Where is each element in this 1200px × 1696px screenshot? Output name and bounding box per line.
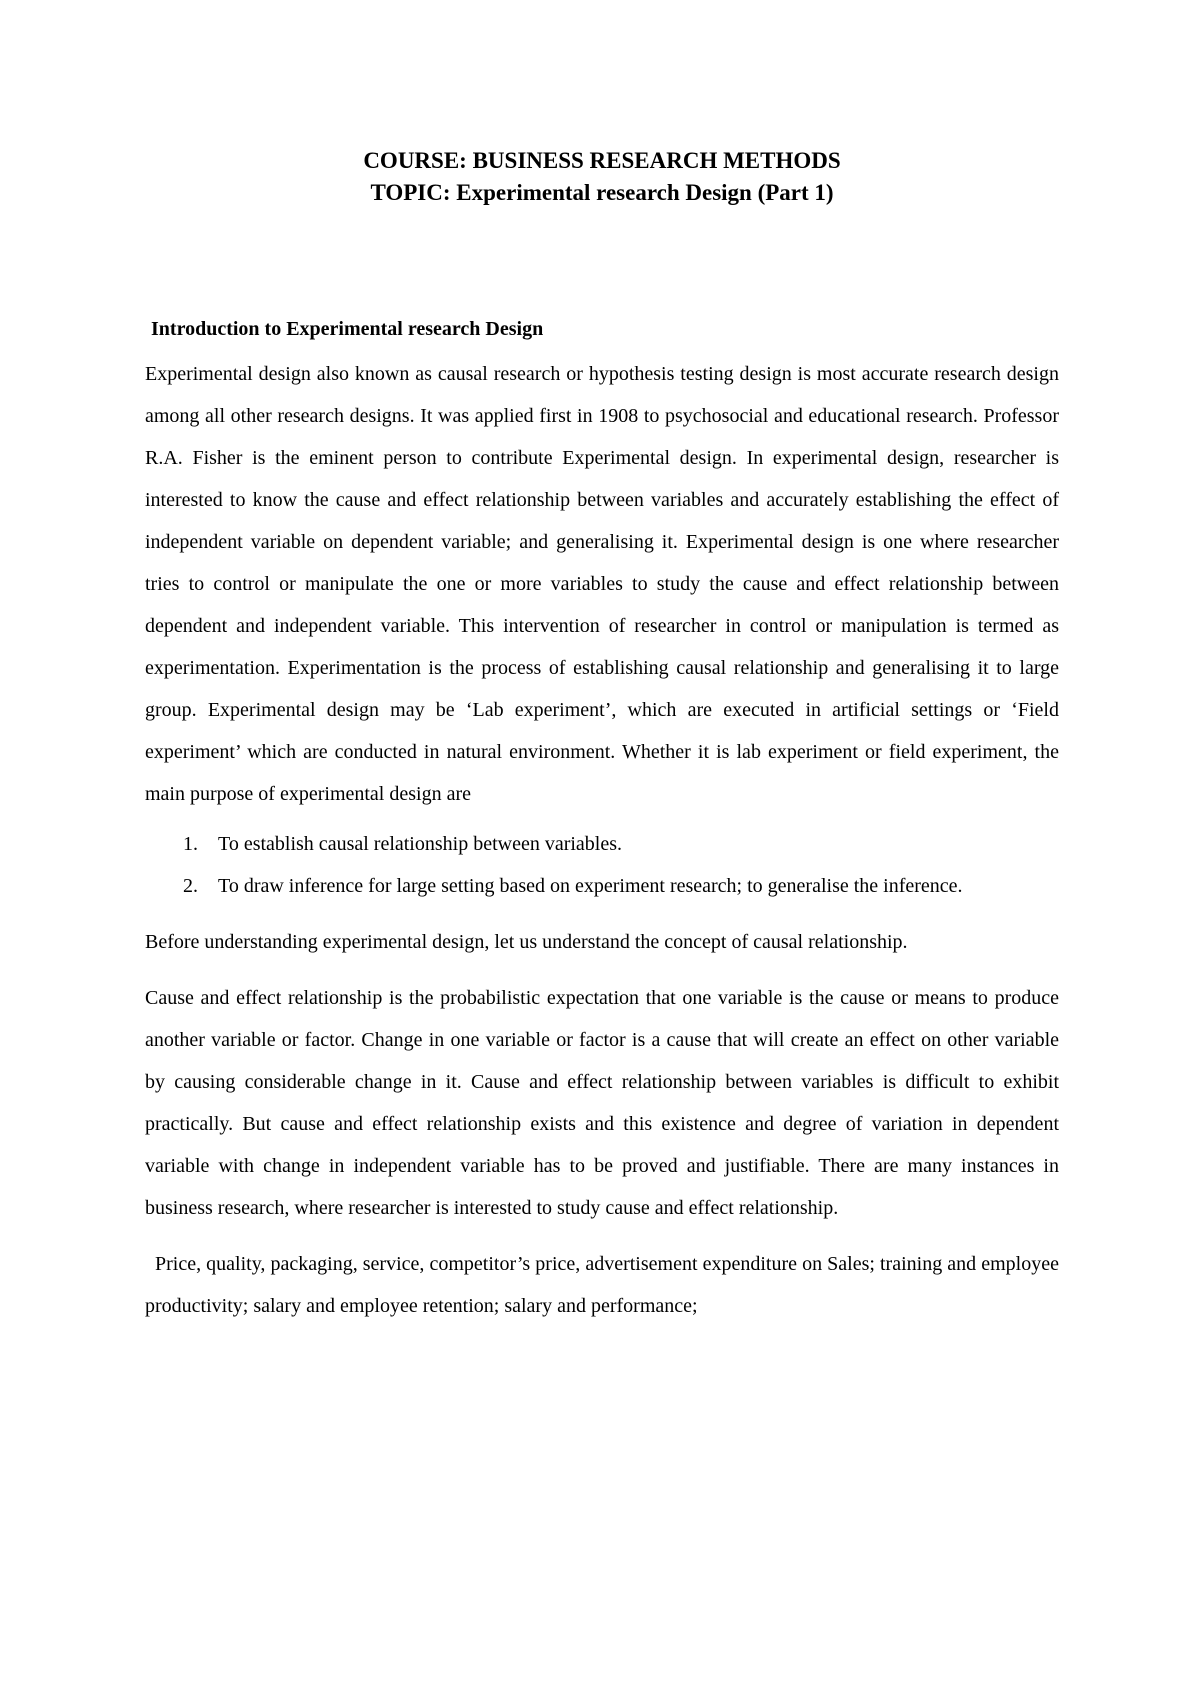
list-item-text: To establish causal relationship between variables. bbox=[218, 833, 623, 855]
course-title: COURSE: BUSINESS RESEARCH METHODS bbox=[363, 148, 841, 173]
section-heading-introduction: Introduction to Experimental research Design bbox=[151, 318, 544, 340]
list-item-number: 2. bbox=[183, 875, 198, 897]
purposes-list bbox=[145, 823, 1059, 907]
topic-title: TOPIC: Experimental research Design (Part 1) bbox=[370, 180, 834, 205]
before-understanding-paragraph: Before understanding experimental design, let us understand the concept of causal relationship. bbox=[145, 931, 908, 953]
examples-paragraph: Price, quality, packaging, service, competitor’s price, advertisement expenditure on Sales; training and employee productivity; salary and employee retention; salary and performance; bbox=[145, 1253, 1059, 1317]
list-item bbox=[145, 865, 1059, 907]
list-item bbox=[145, 823, 1059, 865]
list-item-number: 1. bbox=[183, 833, 198, 855]
page-content bbox=[145, 145, 1059, 1327]
cause-effect-paragraph: Cause and effect relationship is the probabilistic expectation that one variable is the cause or means to produce another variable or factor. Change in one variable or factor is a cause that will create an effect on other variable by causing considerable change in it. Cause and effect relationship between variables is difficult to exhibit practically. But cause and effect relationship exists and this existence and degree of variation in dependent variable with change in independent variable has to be proved and justifiable. There are many instances in business research, where researcher is interested to study cause and effect relationship. bbox=[145, 987, 1059, 1219]
list-item-text: To draw inference for large setting based on experiment research; to generalise the inference. bbox=[218, 875, 963, 897]
spacer bbox=[145, 209, 1059, 315]
spacer bbox=[145, 907, 1059, 921]
spacer bbox=[145, 815, 1059, 823]
spacer bbox=[145, 963, 1059, 977]
intro-paragraph: Experimental design also known as causal research or hypothesis testing design is most accurate research design among all other research designs. It was applied first in 1908 to psychosocial and educational research. Professor R.A. Fisher is the eminent person to contribute Experimental design. In experimental design, researcher is interested to know the cause and effect relationship between variables and accurately establishing the effect of independent variable on dependent variable; and generalising it. Experimental design is one where researcher tries to control or manipulate the one or more variables to study the cause and effect relationship between dependent and independent variable. This intervention of researcher in control or manipulation is termed as experimentation. Experimentation is the process of establishing causal relationship and generalising it to large group. Experimental design may be ‘Lab experiment’, which are executed in artificial settings or ‘Field experiment’ which are conducted in natural environment. Whether it is lab experiment or field experiment, the main purpose of experimental design are bbox=[145, 363, 1059, 805]
spacer bbox=[145, 1229, 1059, 1243]
spacer bbox=[145, 343, 1059, 353]
